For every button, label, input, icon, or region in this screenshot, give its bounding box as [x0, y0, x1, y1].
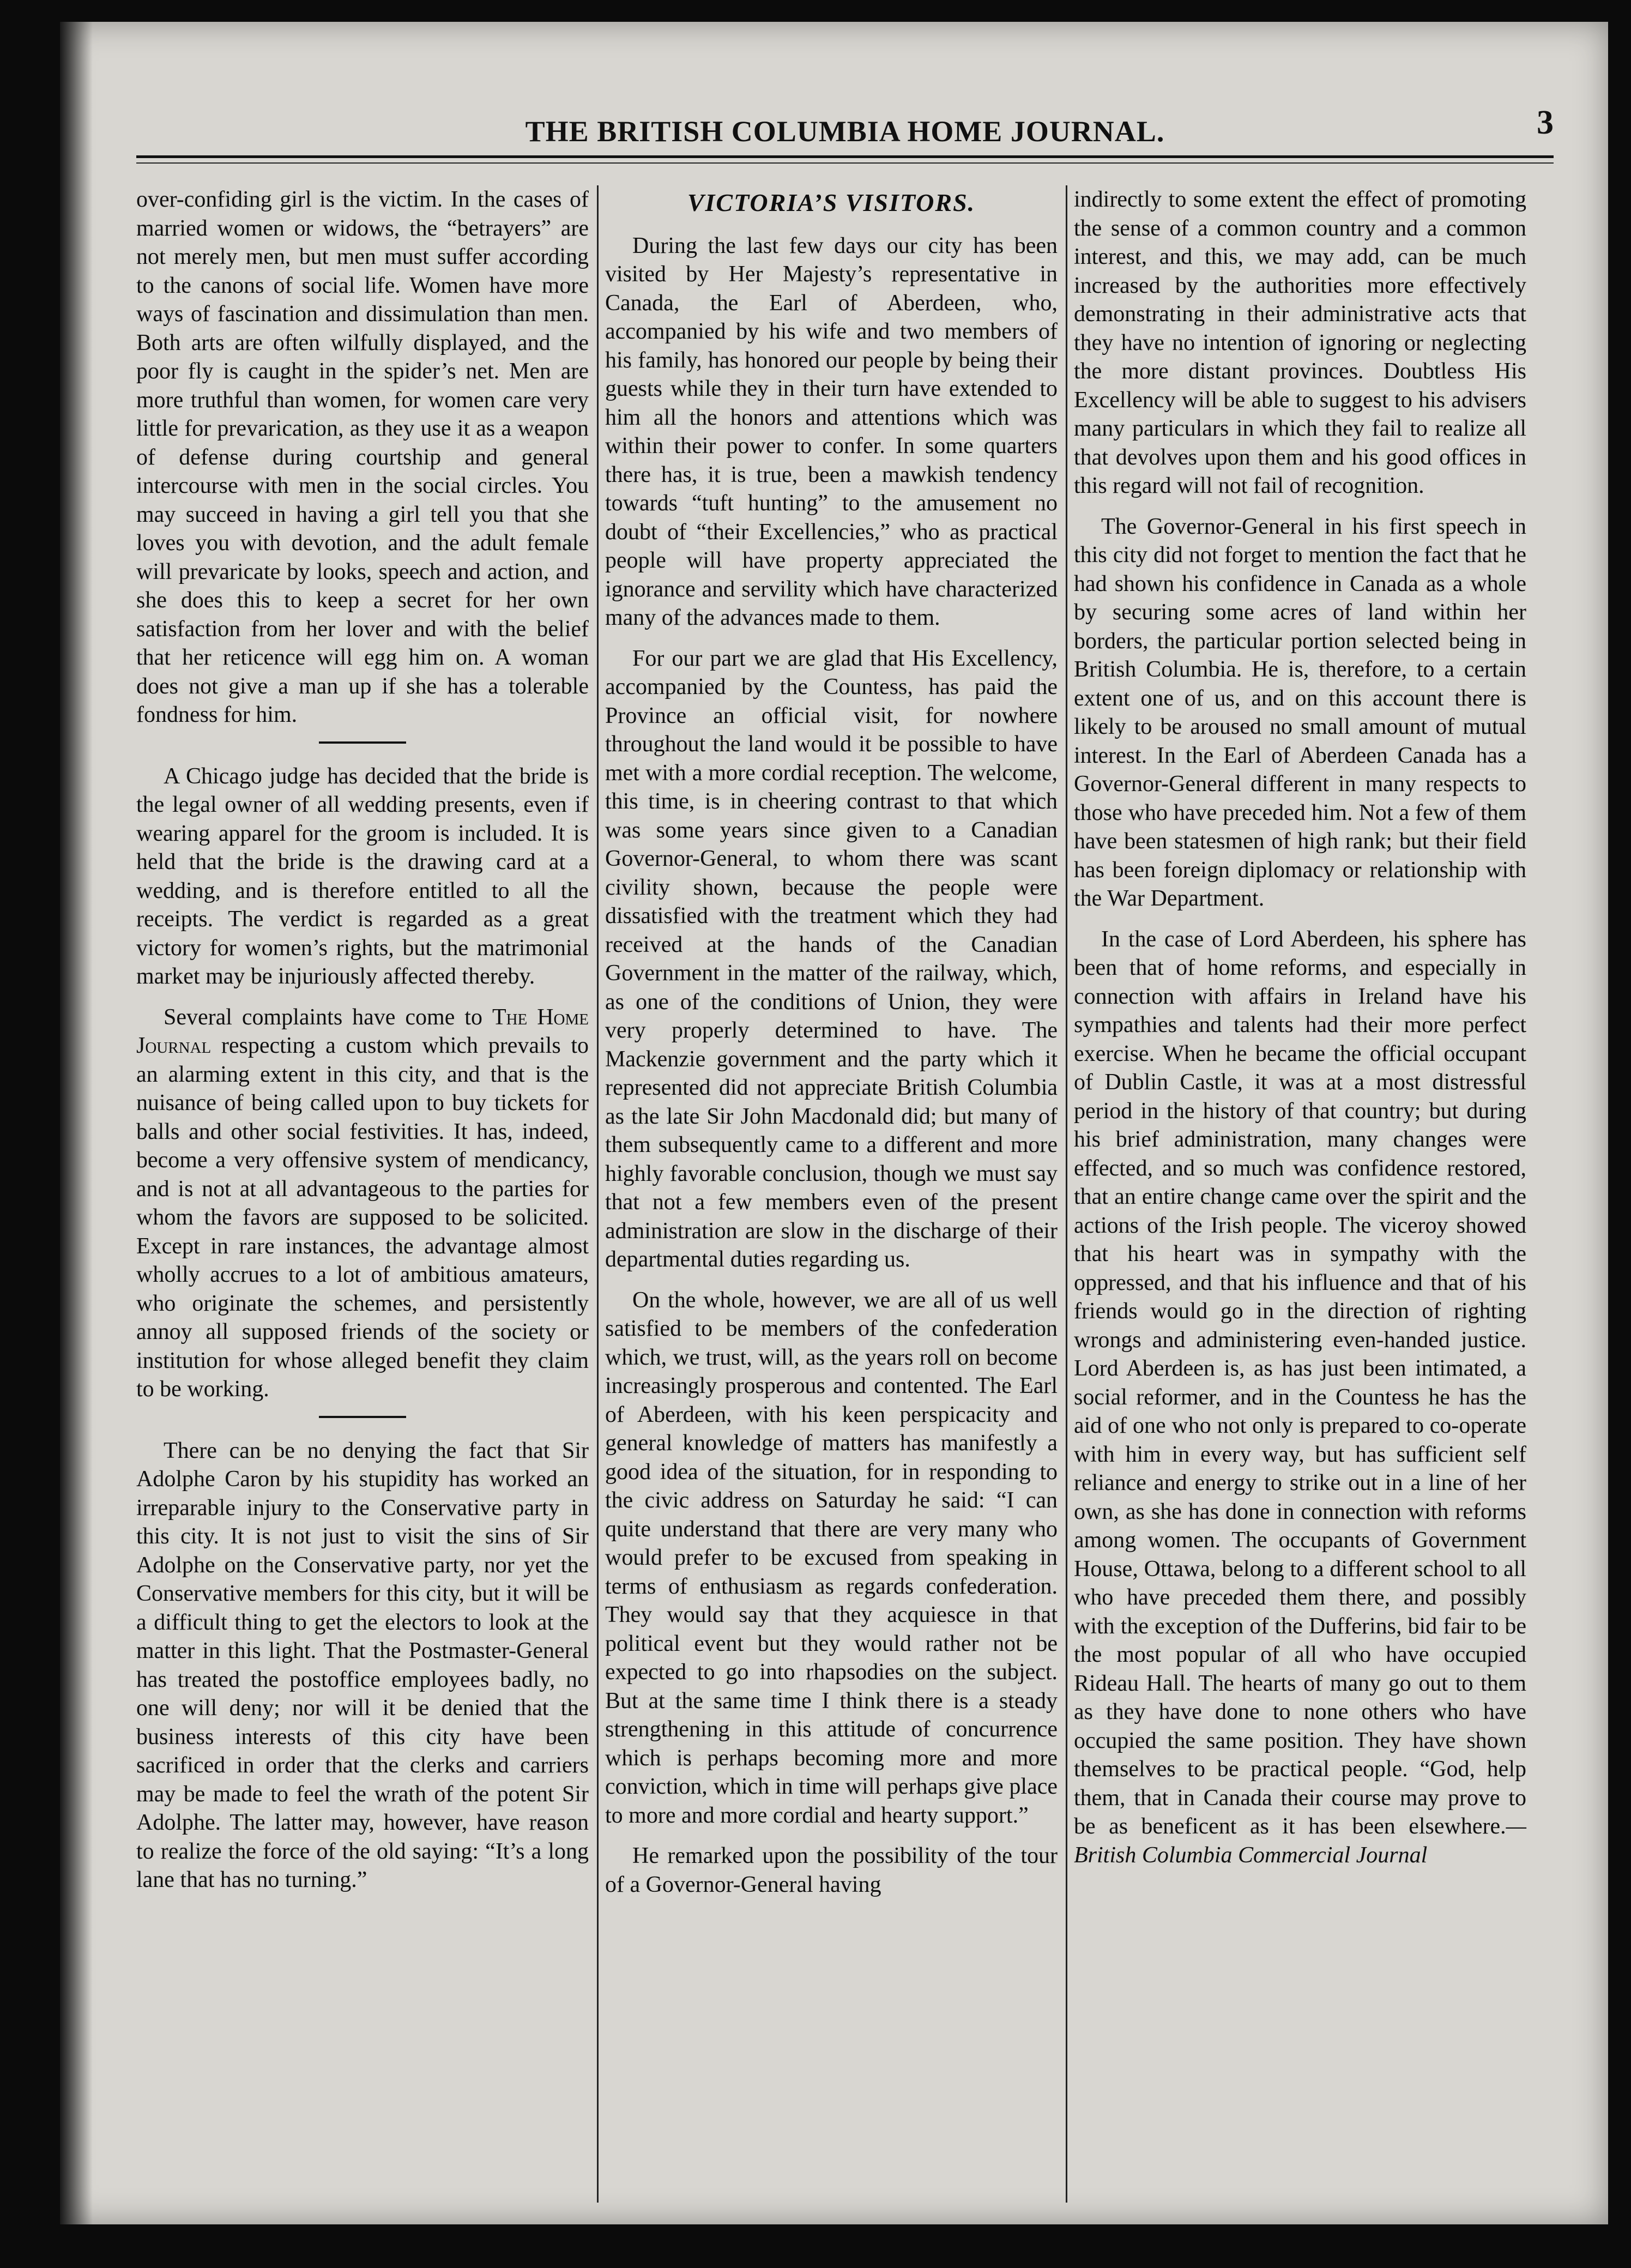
- page-number: 3: [1537, 104, 1554, 141]
- header-rule-thin: [136, 162, 1554, 164]
- paragraph-text: Several complaints have come to: [164, 1004, 492, 1030]
- running-head: [136, 82, 1554, 153]
- article-paragraph: over-confiding girl is the victim. In the cases of married women or widows, the “betrayers” are not merely men, but men must suffer according to the canons of social life. Women have more ways of fascination and dissimulation than men. Both arts are often wilfully displayed, and the poor fly is caught in the spider’s net. Men are more truthful than women, for women care very little for prevarication, as they use it as a weapon of defense during courtship and general intercourse with men in the social circles. You may succeed in having a girl tell you that she loves you with devotion, and the adult female will prevaricate by looks, speech and action, and she does this to keep a secret for her own satisfaction from her lover and with the belief that her reticence will egg him on. A woman does not give a man up if she has a tolerable fondness for him.: [136, 187, 589, 727]
- section-separator: [319, 741, 406, 744]
- publication-name: The Home Journal: [136, 1004, 589, 1058]
- paragraph-text: respecting a custom which prevails to an alarming extent in this city, and that is the nuisance of being called upon to buy tickets for balls and other social festivities. It has, indeed, become a very offensive system of mendicancy, and is not at all advantageous to the parties for whom the favors are supposed to be solicited. Except in rare instances, the advantage almost wholly accrues to a lot of ambitious amateurs, who originate the schemes, and persistently annoy all supposed friends of the society or institution for whose alleged benefit they claim to be working.: [136, 1033, 589, 1402]
- column-right: [1074, 185, 1526, 1881]
- article-paragraph: He remarked upon the possibility of the tour of a Governor-General having: [605, 1843, 1058, 1897]
- article-paragraph: [1074, 925, 1526, 1870]
- section-separator: [319, 1416, 406, 1418]
- newspaper-page: [60, 22, 1608, 2224]
- article-paragraph: There can be no denying the fact that Sir Adolphe Caron by his stupidity has worked an irreparable injury to the Conservative party in this city. It is not just to visit the sins of Sir Adolphe on the Conservative party, nor yet the Conservative members for this city, but it will be a difficult thing to get the electors to look at the matter in this light. That the Postmaster-General has treated the postoffice employees badly, no one will deny; nor will it be denied that the business interests of this city have been sacrificed in order that the clerks and carriers may be made to feel the wrath of the potent Sir Adolphe. The latter may, however, have reason to realize the force of the old saying: “It’s a long lane that has no turning.”: [136, 1438, 589, 1892]
- article-paragraph: The Governor-General in his first speech in this city did not forget to mention the fact that he had shown his confidence in Canada as a whole by securing some acres of land within her borders, the particular portion selected being in British Columbia. He is, therefore, to a certain extent one of us, and on this account there is likely to be aroused no small amount of mutual interest. In the Earl of Aberdeen Canada has a Governor-General different in many respects to those who have preceded him. Not a few of them have been statesmen of high rank; but their field has been foreign diplomacy or relationship with the War Department.: [1074, 514, 1526, 911]
- article-paragraph: A Chicago judge has decided that the bride is the legal owner of all wedding presents, even if wearing apparel for the groom is included. It is held that the bride is the drawing card at a wedding, and is therefore entitled to all the receipts. The verdict is regarded as a great victory for women’s rights, but the matrimonial market may be injuriously affected thereby.: [136, 763, 589, 989]
- column-left: [136, 185, 589, 1907]
- article-paragraph: During the last few days our city has been visited by Her Majesty’s representative in Canada, the Earl of Aberdeen, who, accompanied by his wife and two members of his family, has honored our people by being their guests while they in their turn have extended to him all the honors and attentions which was within their power to confer. In some quarters there has, it is true, been a mawkish tendency towards “tuft hunting” to the amusement no doubt of “their Excellencies,” who as practical people will have property appreciated the ignorance and servility which have characterized many of the advances made to them.: [605, 233, 1058, 630]
- article-heading: VICTORIA’S VISITORS.: [687, 189, 976, 216]
- article-paragraph: [136, 1003, 589, 1404]
- article-paragraph: indirectly to some extent the effect of promoting the sense of a common country and a common interest, and this, we may add, can be much increased by the authorities more effectively demonstrating in their administrative acts that they have no intention of ignoring or neglecting the more distant provinces. Doubtless His Excellency will be able to suggest to his advisers many particulars in which they fail to realize all that devolves upon them and his good offices in this regard will not fail of recognition.: [1074, 187, 1526, 498]
- paragraph-text: In the case of Lord Aberdeen, his sphere has been that of home reforms, and especially in connection with affairs in Ireland have his sympathies and talents had their more perfect exercise. When he became the official occupant of Dublin Castle, it was at a most distressful period in the history of that country; but during his brief administration, many changes were effected, and so much was confidence restored, that an entire change came over the spirit and the actions of the Irish people. The viceroy showed that his heart was in sympathy with the oppressed, and that his influence and that of his friends would go in the direction of righting wrongs and administering even-handed justice. Lord Aberdeen is, as has just been intimated, a social reformer, and in the Countess he has the aid of one who not only is prepared to co-operate with him in every way, but has sufficient self reliance and energy to strike out in a line of her own, as she has done in connection with reforms among women. The occupants of Government House, Ottawa, belong to a different school to all who have preceded them there, and possibly with the exception of the Dufferins, bid fair to be the most popular of all who have occupied Rideau Hall. The hearts of many go out to them as they have done to none others who have occupied the same position. They have shown themselves to be practical people. “God, help them, that in Canada their course may prove to be as beneficent as it has been elsewhere.: [1074, 926, 1526, 1839]
- column-divider: [597, 185, 599, 2203]
- column-middle: [605, 185, 1058, 1911]
- publication-title: THE BRITISH COLUMBIA HOME JOURNAL.: [525, 115, 1165, 148]
- source-credit: —British Columbia Commercial Journal: [1074, 1814, 1526, 1868]
- header-rule: [136, 155, 1554, 158]
- article-paragraph: On the whole, however, we are all of us well satisfied to be members of the confederation which, we trust, will, as the years roll on become increasingly prosperous and contented. The Earl of Aberdeen, with his keen perspicacity and general knowledge of matters has manifestly a good idea of the situation, for in responding to the civic address on Saturday he said: “I can quite understand that there are very many who would prefer to be excused from speaking in terms of enthusiasm as regards confederation. They would say that they acquiesce in that political event but they would rather not be expected to go into rhapsodies on the subject. But at the same time I think there is a steady strengthening in this attitude of concurrence which is perhaps becoming more and more conviction, which in time will perhaps give place to more and more cordial and hearty support.”: [605, 1287, 1058, 1828]
- article-paragraph: For our part we are glad that His Excellency, accompanied by the Countess, has paid the Province an official visit, for nowhere throughout the land would it be possible to have met with a more cordial reception. The welcome, this time, is in cheering contrast to that which was some years since given to a Canadian Governor-General, to whom there was scant civility shown, because the people were dissatisfied with the treatment which they had received at the hands of the Canadian Government in the matter of the railway, which, as one of the conditions of Union, they were very properly determined to have. The Mackenzie government and the party which it represented did not appreciate British Columbia as the late Sir John Macdonald did; but many of them subsequently came to a different and more highly favorable conclusion, though we must say that not a few members even of the present administration are slow in the discharge of their departmental duties regarding us.: [605, 646, 1058, 1272]
- page-edge-shadow: [60, 22, 93, 2224]
- column-divider: [1066, 185, 1067, 2203]
